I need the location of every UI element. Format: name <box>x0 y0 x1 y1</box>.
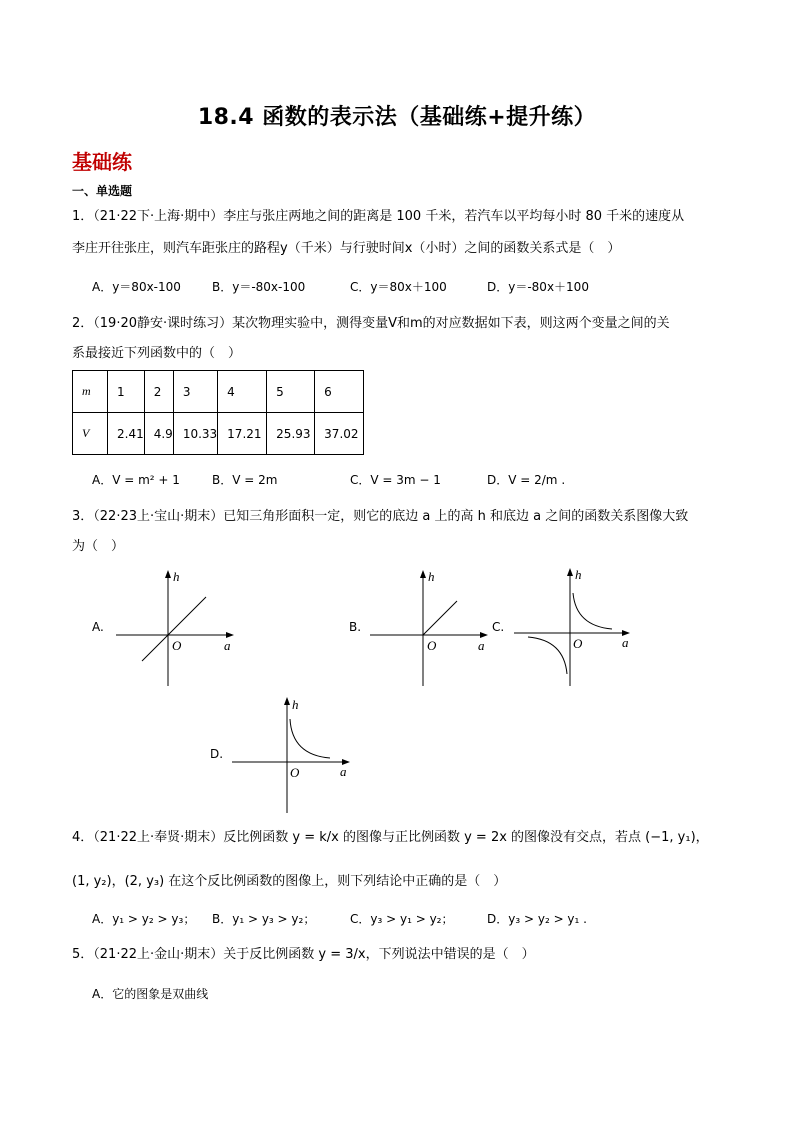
q3-option-b-label: B. <box>349 620 362 634</box>
graph-b <box>368 568 492 688</box>
graph-c <box>512 566 636 688</box>
axis-h-label: h <box>292 697 299 712</box>
page-title: 18.4 函数的表示法（基础练+提升练） <box>197 105 597 130</box>
q1-option-b: B．y＝-80x-100 <box>212 280 306 294</box>
q3-text-line2: 为（ ） <box>72 539 125 554</box>
graph-d <box>230 693 354 815</box>
y-axis-arrow <box>567 568 573 576</box>
axis-h-label: h <box>428 569 435 584</box>
table-cell: 5 <box>267 371 315 413</box>
axis-a-label: a <box>478 638 485 653</box>
section-heading: 基础练 <box>72 150 132 174</box>
data-table <box>72 370 364 455</box>
table-cell: 4 <box>218 371 267 413</box>
origin-label: O <box>427 638 437 653</box>
q2-option-c: C．V = 3m − 1 <box>350 473 441 487</box>
table-cell: 6 <box>315 371 364 413</box>
question-type-heading: 一、单选题 <box>72 184 133 198</box>
table-cell: 25.93 <box>267 413 315 455</box>
axis-a-label: a <box>622 635 629 650</box>
axis-h-label: h <box>173 569 180 584</box>
hyperbola-branch-1 <box>573 593 612 629</box>
q4-option-a: A．y₁ > y₂ > y₃； <box>92 912 196 926</box>
hyperbola-branch-3 <box>528 637 567 674</box>
q2-option-b: B．V = 2m <box>212 473 278 487</box>
q2-text-line1: 2．（19·20静安·课时练习）某次物理实验中，测得变量V和m的对应数据如下表，则这两个变量之间的关 <box>72 316 670 331</box>
table-cell: 10.33 <box>173 413 217 455</box>
table-cell: 2 <box>144 371 173 413</box>
table-row <box>73 371 364 413</box>
axis-a-label: a <box>340 764 347 779</box>
q4-text-line1: 4．（21·22上·奉贤·期末）反比例函数 y = k/x 的图像与正比例函数 y = 2x 的图像没有交点，若点 (−1, y₁)， <box>72 830 709 845</box>
table-cell: 1 <box>108 371 145 413</box>
q4-option-b: B．y₁ > y₃ > y₂； <box>212 912 316 926</box>
q5-option-a: A．它的图象是双曲线 <box>92 987 209 1001</box>
table-cell: m <box>73 371 108 413</box>
q2-option-d: D．V = 2/m . <box>487 473 566 487</box>
q2-option-a: A．V = m² + 1 <box>92 473 180 487</box>
axis-h-label: h <box>575 567 582 582</box>
graph-ray <box>423 601 457 635</box>
table-cell: 3 <box>173 371 217 413</box>
y-axis-arrow <box>165 570 171 578</box>
q4-option-c: C．y₃ > y₁ > y₂； <box>350 912 454 926</box>
q5-text-line1: 5．（21·22上·金山·期末）关于反比例函数 y = 3/x，下列说法中错误的是（ ） <box>72 947 535 962</box>
q1-option-c: C．y＝80x＋100 <box>350 280 447 294</box>
table-row <box>73 413 364 455</box>
table-cell: V <box>73 413 108 455</box>
q1-option-a: A．y＝80x-100 <box>92 280 181 294</box>
q4-text-line2: (1, y₂)，(2, y₃) 在这个反比例函数的图像上，则下列结论中正确的是（ ） <box>72 874 507 889</box>
axis-a-label: a <box>224 638 231 653</box>
q2-text-line2: 系最接近下列函数中的（ ） <box>72 346 242 361</box>
q1-option-d: D．y＝-80x＋100 <box>487 280 589 294</box>
origin-label: O <box>573 636 583 651</box>
table-cell: 37.02 <box>315 413 364 455</box>
q4-option-d: D．y₃ > y₂ > y₁ . <box>487 912 587 926</box>
q3-option-c-label: C. <box>492 620 505 634</box>
graph-a <box>112 568 236 688</box>
table-cell: 2.41 <box>108 413 145 455</box>
y-axis-arrow <box>420 570 426 578</box>
origin-label: O <box>172 638 182 653</box>
y-axis-arrow <box>284 697 290 705</box>
q3-option-d-label: D. <box>210 747 224 761</box>
q1-text-line1: 1．（21·22下·上海·期中）李庄与张庄两地之间的距离是 100 千米，若汽车以平均每小时 80 千米的速度从 <box>72 209 685 224</box>
q3-text-line1: 3．（22·23上·宝山·期末）已知三角形面积一定，则它的底边 a 上的高 h 和底边 a 之间的函数关系图像大致 <box>72 509 689 524</box>
table-cell: 4.9 <box>144 413 173 455</box>
table-cell: 17.21 <box>218 413 267 455</box>
q3-option-a-label: A. <box>92 620 104 634</box>
hyperbola-branch <box>290 719 330 758</box>
origin-label: O <box>290 765 300 780</box>
q1-text-line2: 李庄开往张庄，则汽车距张庄的路程y（千米）与行驶时间x（小时）之间的函数关系式是（ ） <box>72 241 621 256</box>
